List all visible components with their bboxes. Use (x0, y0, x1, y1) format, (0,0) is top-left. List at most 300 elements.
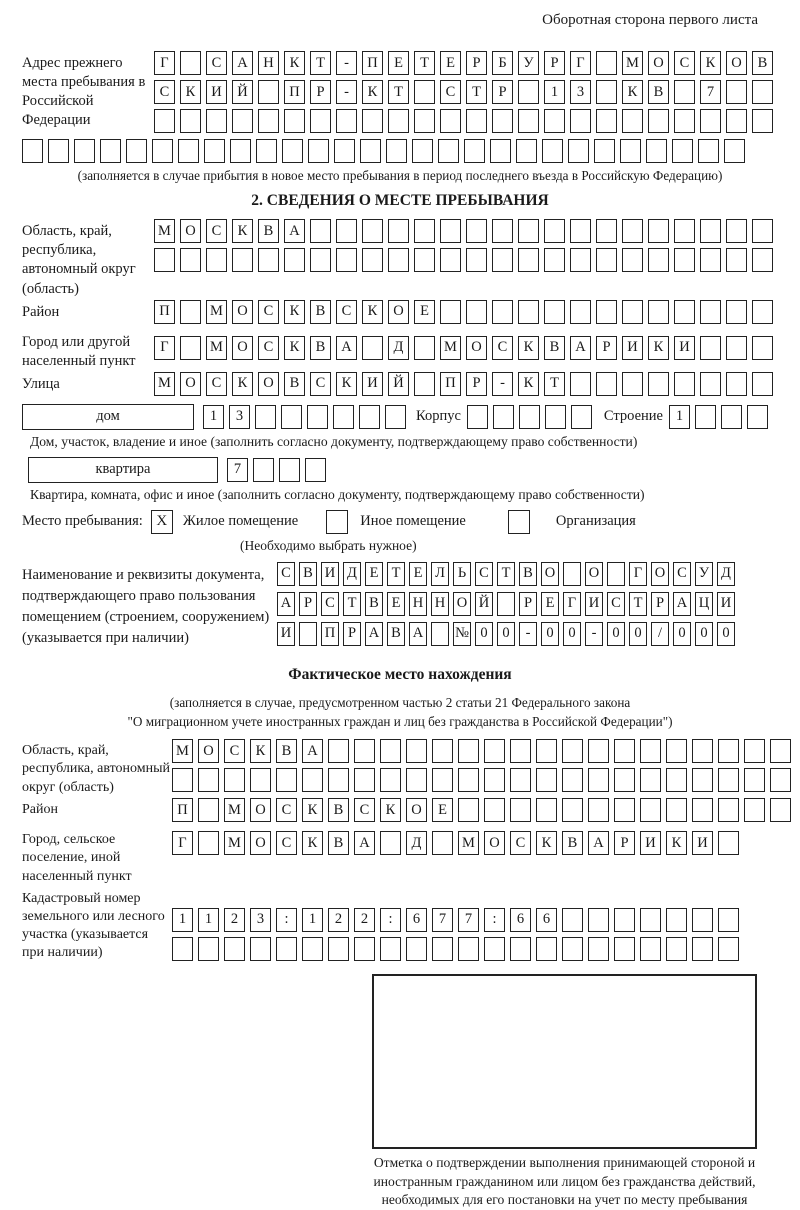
char-box[interactable]: О (232, 336, 253, 360)
char-box[interactable] (640, 908, 661, 932)
char-box[interactable] (544, 219, 565, 243)
char-box[interactable]: К (380, 798, 401, 822)
char-box[interactable] (230, 139, 251, 163)
char-box[interactable] (752, 300, 773, 324)
char-box[interactable] (700, 109, 721, 133)
char-box[interactable] (700, 300, 721, 324)
char-box[interactable]: О (585, 562, 603, 586)
char-box[interactable]: С (310, 372, 331, 396)
char-box[interactable]: Е (541, 592, 559, 616)
char-box[interactable] (622, 219, 643, 243)
char-box[interactable] (510, 937, 531, 961)
char-box[interactable]: Д (343, 562, 361, 586)
char-box[interactable]: М (224, 831, 245, 855)
char-box[interactable]: И (321, 562, 339, 586)
char-box[interactable] (536, 937, 557, 961)
char-box[interactable] (674, 372, 695, 396)
char-box[interactable]: П (172, 798, 193, 822)
char-box[interactable] (336, 219, 357, 243)
char-box[interactable] (700, 219, 721, 243)
char-box[interactable] (700, 336, 721, 360)
char-box[interactable] (562, 908, 583, 932)
char-box[interactable]: 3 (229, 405, 250, 429)
char-box[interactable]: О (180, 219, 201, 243)
char-box[interactable] (770, 739, 791, 763)
char-box[interactable]: Г (172, 831, 193, 855)
char-box[interactable]: Т (629, 592, 647, 616)
char-box[interactable] (545, 405, 566, 429)
char-box[interactable] (596, 80, 617, 104)
char-box[interactable]: Т (544, 372, 565, 396)
char-box[interactable] (362, 219, 383, 243)
char-box[interactable]: Р (519, 592, 537, 616)
char-box[interactable]: К (622, 80, 643, 104)
char-box[interactable]: О (250, 798, 271, 822)
char-box[interactable]: О (258, 372, 279, 396)
char-box[interactable]: В (544, 336, 565, 360)
char-box[interactable] (724, 139, 745, 163)
char-box[interactable] (518, 80, 539, 104)
char-box[interactable] (674, 248, 695, 272)
char-box[interactable]: К (648, 336, 669, 360)
char-box[interactable]: Р (614, 831, 635, 855)
char-box[interactable] (562, 739, 583, 763)
char-box[interactable] (385, 405, 406, 429)
char-box[interactable] (646, 139, 667, 163)
char-box[interactable] (172, 937, 193, 961)
char-box[interactable]: К (232, 372, 253, 396)
char-box[interactable]: С (277, 562, 295, 586)
char-box[interactable]: Б (492, 51, 513, 75)
char-box[interactable] (302, 937, 323, 961)
char-box[interactable]: Г (570, 51, 591, 75)
char-box[interactable] (406, 768, 427, 792)
char-box[interactable] (666, 937, 687, 961)
char-box[interactable] (726, 372, 747, 396)
char-box[interactable] (198, 937, 219, 961)
char-box[interactable]: М (172, 739, 193, 763)
char-box[interactable] (640, 798, 661, 822)
char-box[interactable]: А (354, 831, 375, 855)
char-box[interactable] (74, 139, 95, 163)
char-box[interactable]: - (585, 622, 603, 646)
char-box[interactable] (544, 300, 565, 324)
char-box[interactable] (412, 139, 433, 163)
char-box[interactable]: М (622, 51, 643, 75)
char-box[interactable] (674, 219, 695, 243)
char-box[interactable]: Е (414, 300, 435, 324)
checkbox-zhiloe[interactable]: X (151, 510, 173, 534)
char-box[interactable] (614, 908, 635, 932)
char-box[interactable] (492, 248, 513, 272)
char-box[interactable]: С (607, 592, 625, 616)
char-box[interactable] (726, 248, 747, 272)
char-box[interactable]: Ь (453, 562, 471, 586)
char-box[interactable]: 1 (669, 405, 690, 429)
char-box[interactable] (596, 109, 617, 133)
char-box[interactable] (563, 562, 581, 586)
char-box[interactable]: В (284, 372, 305, 396)
char-box[interactable] (510, 739, 531, 763)
char-box[interactable]: А (673, 592, 691, 616)
char-box[interactable] (362, 336, 383, 360)
char-box[interactable]: О (406, 798, 427, 822)
char-box[interactable]: Р (466, 51, 487, 75)
char-box[interactable]: О (648, 51, 669, 75)
char-box[interactable] (620, 139, 641, 163)
char-box[interactable]: В (328, 831, 349, 855)
char-box[interactable] (484, 798, 505, 822)
char-box[interactable] (232, 109, 253, 133)
char-box[interactable] (198, 831, 219, 855)
char-box[interactable] (640, 768, 661, 792)
char-box[interactable] (622, 372, 643, 396)
char-box[interactable]: Л (431, 562, 449, 586)
char-box[interactable]: Д (406, 831, 427, 855)
char-box[interactable] (718, 831, 739, 855)
char-box[interactable]: 2 (224, 908, 245, 932)
char-box[interactable]: К (284, 51, 305, 75)
char-box[interactable]: 7 (700, 80, 721, 104)
char-box[interactable] (258, 248, 279, 272)
char-box[interactable] (726, 300, 747, 324)
char-box[interactable]: Г (154, 51, 175, 75)
char-box[interactable]: К (232, 219, 253, 243)
char-box[interactable]: У (695, 562, 713, 586)
char-box[interactable] (726, 109, 747, 133)
char-box[interactable]: К (518, 372, 539, 396)
char-box[interactable] (336, 109, 357, 133)
char-box[interactable]: К (336, 372, 357, 396)
char-box[interactable]: К (362, 300, 383, 324)
char-box[interactable]: С (258, 336, 279, 360)
char-box[interactable] (492, 219, 513, 243)
char-box[interactable]: К (284, 336, 305, 360)
char-box[interactable]: Е (409, 562, 427, 586)
char-box[interactable] (666, 908, 687, 932)
char-box[interactable] (279, 458, 300, 482)
char-box[interactable] (206, 248, 227, 272)
char-box[interactable]: № (453, 622, 471, 646)
char-box[interactable] (253, 458, 274, 482)
char-box[interactable] (588, 739, 609, 763)
char-box[interactable]: Р (466, 372, 487, 396)
char-box[interactable] (698, 139, 719, 163)
char-box[interactable] (588, 798, 609, 822)
char-box[interactable] (152, 139, 173, 163)
char-box[interactable] (406, 937, 427, 961)
char-box[interactable] (466, 219, 487, 243)
char-box[interactable]: А (588, 831, 609, 855)
char-box[interactable]: А (277, 592, 295, 616)
char-box[interactable] (198, 768, 219, 792)
char-box[interactable]: С (354, 798, 375, 822)
char-box[interactable] (438, 139, 459, 163)
char-box[interactable]: 6 (536, 908, 557, 932)
char-box[interactable] (510, 798, 531, 822)
char-box[interactable] (484, 739, 505, 763)
char-box[interactable]: 0 (497, 622, 515, 646)
char-box[interactable]: Е (365, 562, 383, 586)
char-box[interactable]: Р (343, 622, 361, 646)
char-box[interactable]: 0 (563, 622, 581, 646)
char-box[interactable]: О (180, 372, 201, 396)
char-box[interactable] (726, 80, 747, 104)
char-box[interactable]: 1 (203, 405, 224, 429)
char-box[interactable] (440, 300, 461, 324)
char-box[interactable]: С (475, 562, 493, 586)
char-box[interactable]: И (362, 372, 383, 396)
char-box[interactable] (333, 405, 354, 429)
char-box[interactable] (721, 405, 742, 429)
char-box[interactable] (752, 219, 773, 243)
char-box[interactable] (718, 739, 739, 763)
char-box[interactable] (484, 768, 505, 792)
char-box[interactable] (154, 109, 175, 133)
char-box[interactable]: С (321, 592, 339, 616)
char-box[interactable] (692, 798, 713, 822)
char-box[interactable] (562, 798, 583, 822)
char-box[interactable] (544, 109, 565, 133)
char-box[interactable]: 3 (250, 908, 271, 932)
char-box[interactable]: Ц (695, 592, 713, 616)
char-box[interactable] (692, 908, 713, 932)
char-box[interactable]: Р (651, 592, 669, 616)
char-box[interactable]: - (336, 80, 357, 104)
char-box[interactable] (614, 798, 635, 822)
char-box[interactable]: О (541, 562, 559, 586)
char-box[interactable] (198, 798, 219, 822)
char-box[interactable] (180, 109, 201, 133)
char-box[interactable]: Й (388, 372, 409, 396)
char-box[interactable]: К (536, 831, 557, 855)
char-box[interactable] (360, 139, 381, 163)
char-box[interactable] (178, 139, 199, 163)
char-box[interactable]: Й (475, 592, 493, 616)
checkbox-inoe[interactable] (326, 510, 348, 534)
char-box[interactable] (414, 372, 435, 396)
char-box[interactable] (308, 139, 329, 163)
char-box[interactable] (414, 109, 435, 133)
char-box[interactable] (614, 739, 635, 763)
char-box[interactable] (510, 768, 531, 792)
char-box[interactable]: Н (258, 51, 279, 75)
char-box[interactable]: И (206, 80, 227, 104)
char-box[interactable] (458, 768, 479, 792)
char-box[interactable]: 3 (570, 80, 591, 104)
char-box[interactable]: У (518, 51, 539, 75)
char-box[interactable]: Е (387, 592, 405, 616)
char-box[interactable] (640, 739, 661, 763)
char-box[interactable] (692, 768, 713, 792)
char-box[interactable]: О (198, 739, 219, 763)
char-box[interactable] (519, 405, 540, 429)
char-box[interactable]: И (640, 831, 661, 855)
char-box[interactable] (648, 372, 669, 396)
char-box[interactable] (431, 622, 449, 646)
char-box[interactable] (362, 248, 383, 272)
char-box[interactable] (467, 405, 488, 429)
char-box[interactable]: А (409, 622, 427, 646)
char-box[interactable]: Р (310, 80, 331, 104)
char-box[interactable] (493, 405, 514, 429)
char-box[interactable] (518, 248, 539, 272)
char-box[interactable]: Е (388, 51, 409, 75)
char-box[interactable]: 2 (354, 908, 375, 932)
char-box[interactable] (466, 109, 487, 133)
checkbox-org[interactable] (508, 510, 530, 534)
char-box[interactable] (622, 109, 643, 133)
char-box[interactable]: С (154, 80, 175, 104)
char-box[interactable] (180, 51, 201, 75)
char-box[interactable]: Д (388, 336, 409, 360)
char-box[interactable] (674, 109, 695, 133)
char-box[interactable] (672, 139, 693, 163)
char-box[interactable]: : (380, 908, 401, 932)
char-box[interactable] (48, 139, 69, 163)
char-box[interactable]: Т (310, 51, 331, 75)
char-box[interactable] (406, 739, 427, 763)
char-box[interactable]: К (250, 739, 271, 763)
char-box[interactable] (570, 372, 591, 396)
char-box[interactable]: 0 (475, 622, 493, 646)
char-box[interactable] (666, 768, 687, 792)
char-box[interactable]: К (362, 80, 383, 104)
char-box[interactable]: М (224, 798, 245, 822)
char-box[interactable] (414, 336, 435, 360)
char-box[interactable] (562, 937, 583, 961)
char-box[interactable] (180, 248, 201, 272)
char-box[interactable] (622, 300, 643, 324)
char-box[interactable]: К (666, 831, 687, 855)
char-box[interactable]: В (387, 622, 405, 646)
char-box[interactable] (752, 109, 773, 133)
char-box[interactable] (518, 109, 539, 133)
char-box[interactable] (570, 300, 591, 324)
char-box[interactable] (695, 405, 716, 429)
char-box[interactable]: С (492, 336, 513, 360)
char-box[interactable] (414, 248, 435, 272)
char-box[interactable] (282, 139, 303, 163)
char-box[interactable]: М (206, 300, 227, 324)
char-box[interactable] (594, 139, 615, 163)
char-box[interactable] (354, 739, 375, 763)
char-box[interactable] (380, 831, 401, 855)
char-box[interactable] (224, 768, 245, 792)
char-box[interactable]: И (585, 592, 603, 616)
char-box[interactable]: К (180, 80, 201, 104)
char-box[interactable] (432, 768, 453, 792)
char-box[interactable]: В (276, 739, 297, 763)
char-box[interactable]: С (206, 372, 227, 396)
char-box[interactable] (484, 937, 505, 961)
char-box[interactable]: С (674, 51, 695, 75)
char-box[interactable] (718, 798, 739, 822)
char-box[interactable] (440, 109, 461, 133)
char-box[interactable] (692, 739, 713, 763)
char-box[interactable]: М (458, 831, 479, 855)
char-box[interactable] (180, 336, 201, 360)
char-box[interactable]: И (277, 622, 295, 646)
char-box[interactable] (466, 248, 487, 272)
char-box[interactable]: П (362, 51, 383, 75)
char-box[interactable]: А (336, 336, 357, 360)
char-box[interactable]: 0 (607, 622, 625, 646)
char-box[interactable] (458, 739, 479, 763)
char-box[interactable] (310, 219, 331, 243)
char-box[interactable] (354, 937, 375, 961)
char-box[interactable] (752, 80, 773, 104)
char-box[interactable]: 1 (172, 908, 193, 932)
char-box[interactable] (640, 937, 661, 961)
char-box[interactable] (700, 372, 721, 396)
char-box[interactable] (770, 768, 791, 792)
char-box[interactable]: М (154, 372, 175, 396)
char-box[interactable]: Г (629, 562, 647, 586)
char-box[interactable] (100, 139, 121, 163)
char-box[interactable] (276, 768, 297, 792)
char-box[interactable] (172, 768, 193, 792)
char-box[interactable] (328, 768, 349, 792)
char-box[interactable] (284, 248, 305, 272)
char-box[interactable] (568, 139, 589, 163)
char-box[interactable]: С (206, 219, 227, 243)
char-box[interactable]: П (154, 300, 175, 324)
char-box[interactable] (596, 51, 617, 75)
char-box[interactable] (388, 109, 409, 133)
char-box[interactable] (518, 300, 539, 324)
char-box[interactable] (770, 798, 791, 822)
char-box[interactable]: С (206, 51, 227, 75)
char-box[interactable]: С (336, 300, 357, 324)
char-box[interactable] (674, 300, 695, 324)
char-box[interactable] (302, 768, 323, 792)
char-box[interactable] (622, 248, 643, 272)
char-box[interactable] (281, 405, 302, 429)
char-box[interactable] (380, 739, 401, 763)
char-box[interactable]: 7 (227, 458, 248, 482)
char-box[interactable]: : (276, 908, 297, 932)
char-box[interactable]: И (692, 831, 713, 855)
char-box[interactable] (570, 248, 591, 272)
char-box[interactable]: А (570, 336, 591, 360)
char-box[interactable]: О (453, 592, 471, 616)
char-box[interactable]: / (651, 622, 669, 646)
char-box[interactable]: Т (387, 562, 405, 586)
char-box[interactable] (204, 139, 225, 163)
char-box[interactable] (154, 248, 175, 272)
char-box[interactable] (388, 219, 409, 243)
char-box[interactable] (310, 248, 331, 272)
char-box[interactable]: Т (414, 51, 435, 75)
char-box[interactable]: Г (154, 336, 175, 360)
char-box[interactable]: А (302, 739, 323, 763)
char-box[interactable]: С (224, 739, 245, 763)
char-box[interactable] (752, 248, 773, 272)
char-box[interactable]: А (232, 51, 253, 75)
char-box[interactable]: 7 (458, 908, 479, 932)
char-box[interactable]: В (562, 831, 583, 855)
char-box[interactable]: Н (409, 592, 427, 616)
char-box[interactable]: М (440, 336, 461, 360)
char-box[interactable] (359, 405, 380, 429)
char-box[interactable]: 7 (432, 908, 453, 932)
char-box[interactable] (718, 768, 739, 792)
char-box[interactable] (362, 109, 383, 133)
char-box[interactable] (536, 739, 557, 763)
char-box[interactable] (458, 798, 479, 822)
char-box[interactable] (692, 937, 713, 961)
